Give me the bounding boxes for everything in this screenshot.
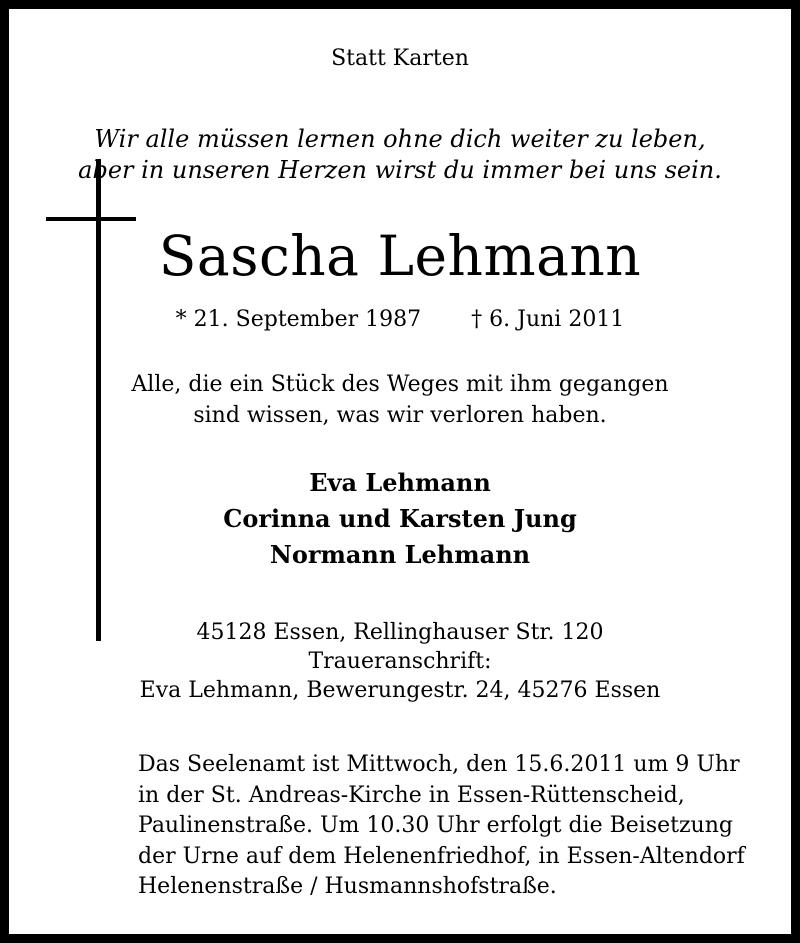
service-line: der Urne auf dem Helenenfriedhof, in Essen-Altendorf [138, 843, 745, 869]
header-statt-karten: Statt Karten [331, 46, 469, 71]
deceased-name: Sascha Lehmann [158, 224, 642, 288]
mourner-name: Corinna und Karsten Jung [223, 504, 577, 533]
service-line: Das Seelenamt ist Mittwoch, den 15.6.2011 um 9 Uhr [138, 752, 740, 777]
mourner-name: Eva Lehmann [309, 468, 491, 497]
quote [9, 369, 791, 431]
address-line: Eva Lehmann, Bewerungestr. 24, 45276 Essen [139, 678, 661, 703]
mourner-name: Normann Lehmann [269, 540, 531, 569]
service-line: in der St. Andreas-Kirche in Essen-Rüttenscheid, [138, 782, 685, 808]
life-dates [9, 303, 791, 337]
quote-line: Alle, die ein Stück des Weges mit ihm gegangen [131, 372, 669, 397]
quote-line: sind wissen, was wir verloren haben. [193, 403, 607, 428]
address-line: 45128 Essen, Rellinghauser Str. 120 [196, 620, 604, 645]
birth-date: * 21. September 1987 [175, 307, 422, 332]
service-info [138, 750, 788, 903]
motto-line: aber in unseren Herzen wirst du immer bei uns sein. [78, 156, 722, 184]
death-date: † 6. Juni 2011 [471, 307, 625, 332]
motto [9, 124, 791, 186]
service-line: Helenenstraße / Husmannshofstraße. [138, 874, 557, 899]
address-block [9, 618, 791, 705]
mourners-list [9, 465, 791, 573]
address-line: Traueranschrift: [308, 649, 492, 674]
service-line: Paulinenstraße. Um 10.30 Uhr erfolgt die Beisetzung [138, 813, 733, 838]
motto-line: Wir alle müssen lernen ohne dich weiter zu leben, [94, 125, 706, 153]
